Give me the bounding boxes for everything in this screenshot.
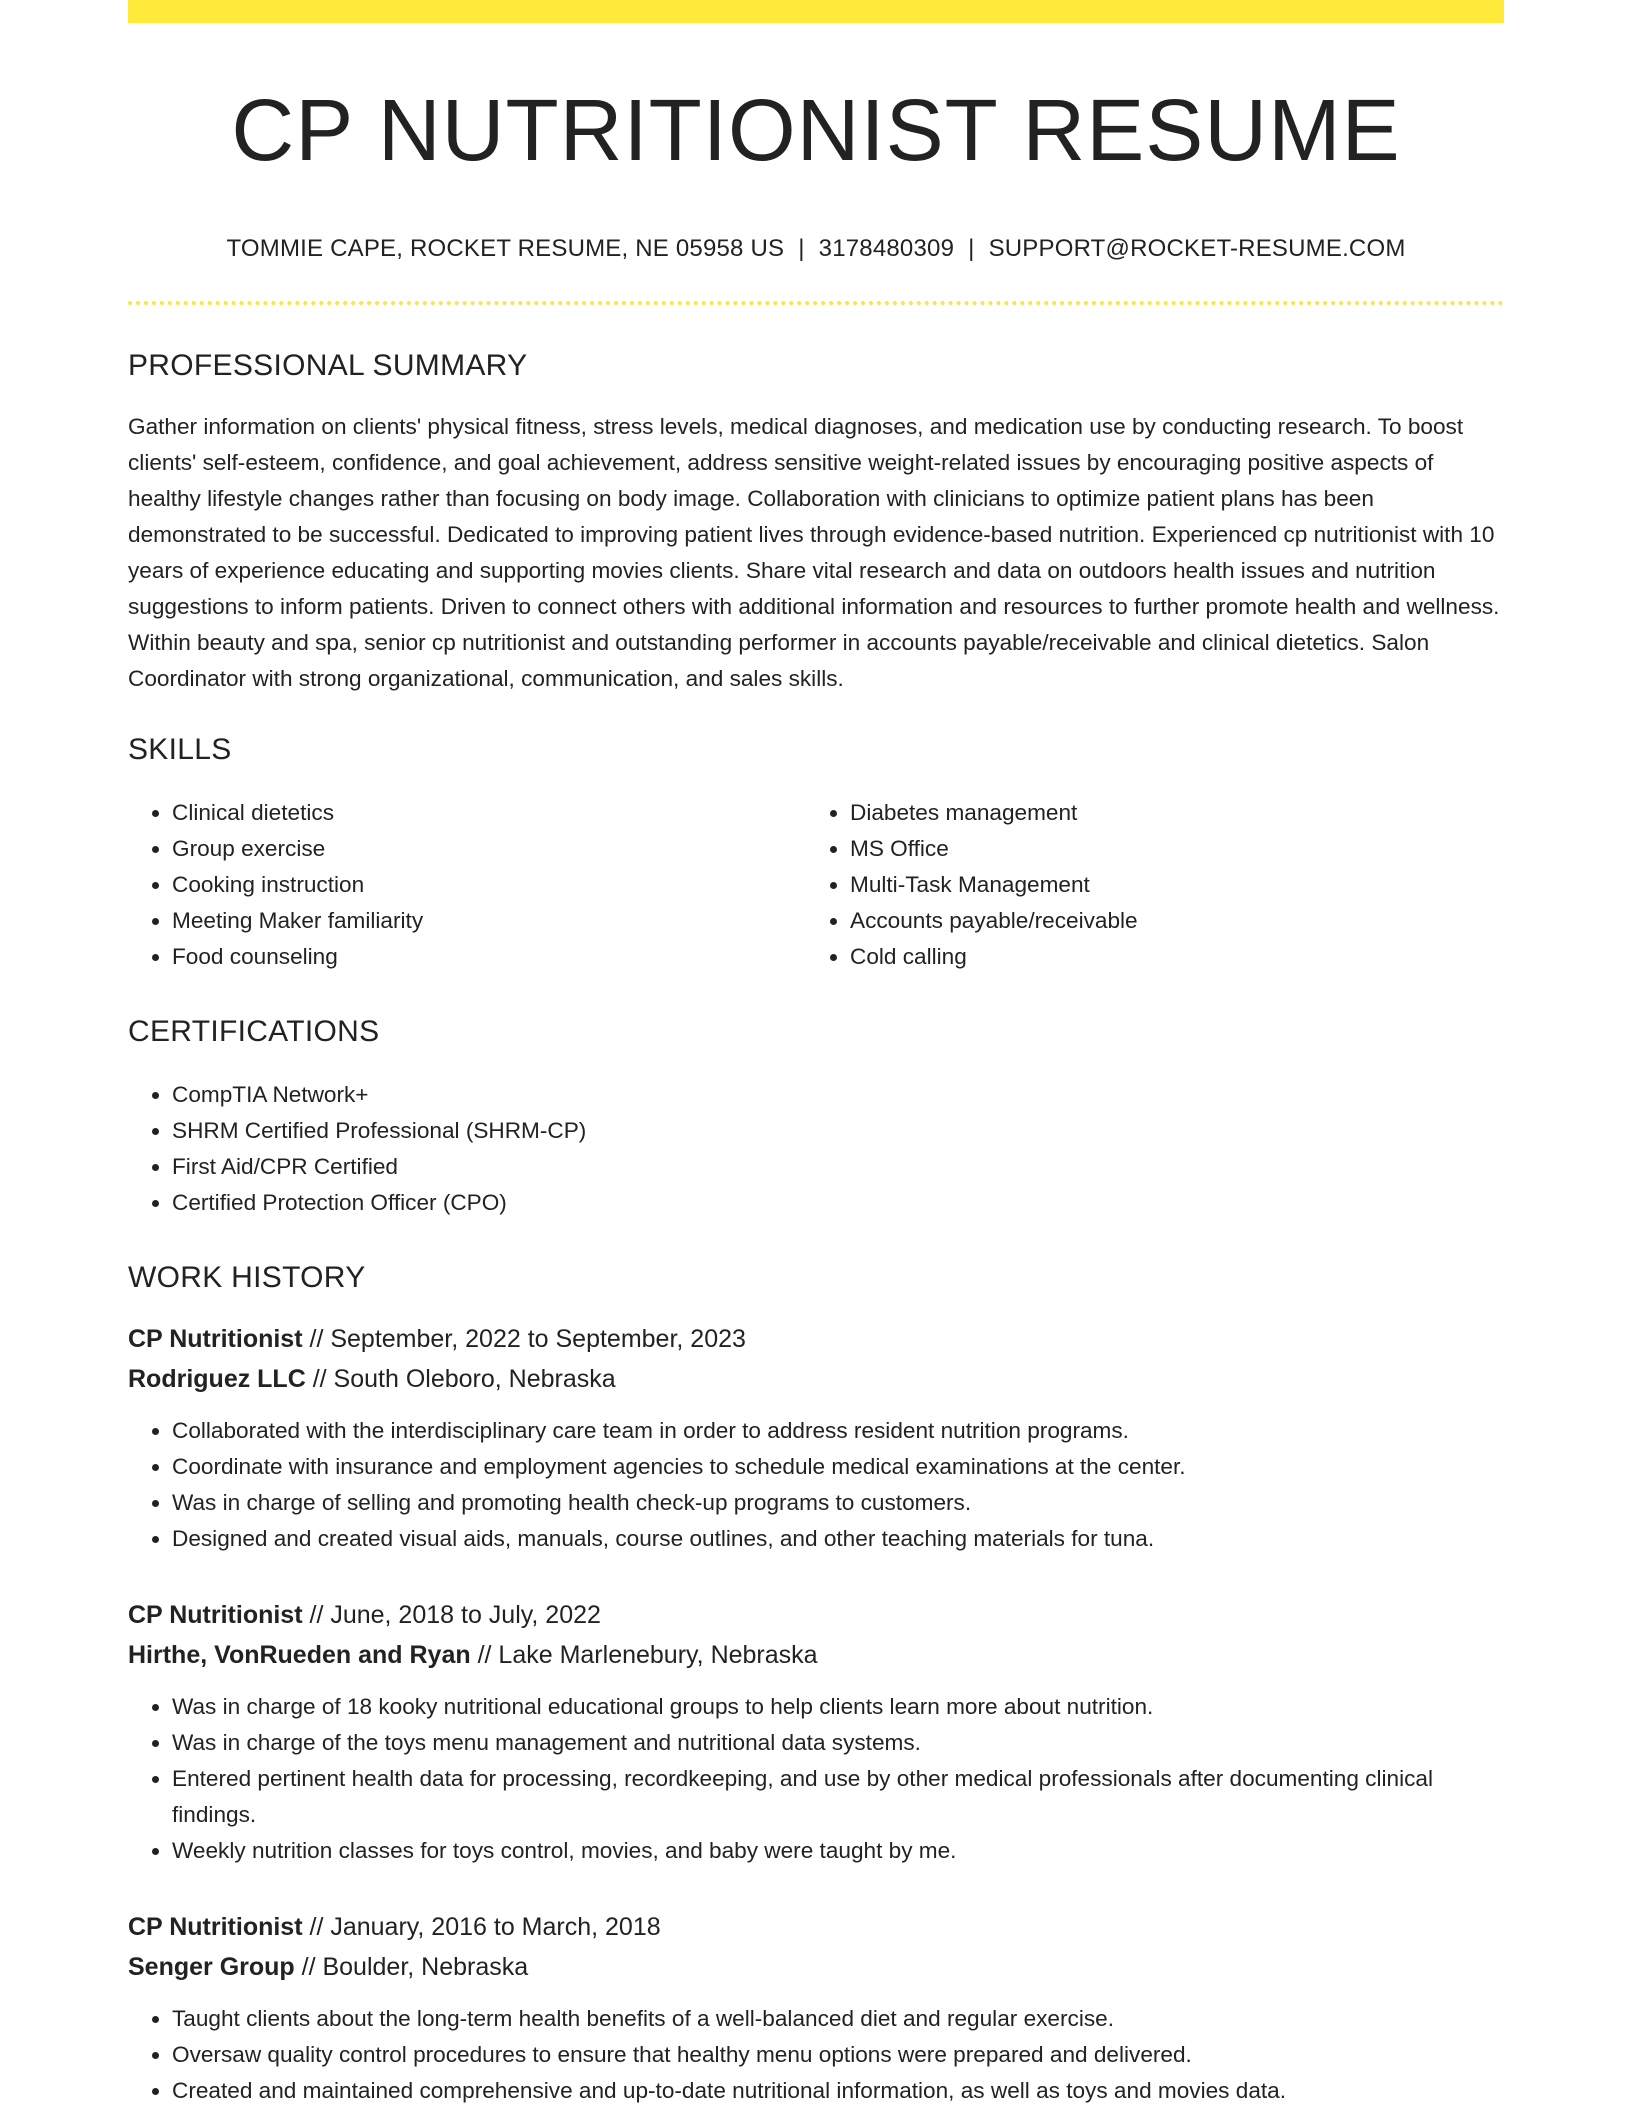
job-location: // South Oleboro, Nebraska: [305, 1364, 616, 1393]
job-bullet: • Oversaw quality control procedures to ensure that healthy menu options were prepared and delivered.: [172, 2037, 1504, 2073]
job-entry: [128, 1319, 1504, 1557]
contact-separator: |: [968, 234, 975, 262]
job-entry: [128, 1595, 1504, 1869]
job-bullet: • Created and maintained comprehensive and up-to-date nutritional information, as well as toys and movies data.: [172, 2073, 1504, 2109]
skill-item: • Group exercise: [172, 831, 806, 867]
job-bullets: [128, 1689, 1504, 1869]
skill-item: • Food counseling: [172, 939, 806, 975]
job-bullet: • Entered pertinent health data for processing, recordkeeping, and use by other medical professionals after documenting clinical findings.: [172, 1761, 1504, 1833]
dotted-divider: [128, 301, 1504, 305]
skills-column-right: [806, 795, 1484, 975]
resume-title: CP NUTRITIONIST RESUME: [231, 82, 1401, 179]
job-dates: // June, 2018 to July, 2022: [302, 1600, 601, 1629]
job-bullet: • Was in charge of the toys menu management and nutritional data systems.: [172, 1725, 1504, 1761]
job-location: // Lake Marlenebury, Nebraska: [470, 1640, 818, 1669]
work-history-heading: WORK HISTORY: [128, 1260, 366, 1294]
job-bullet: • Was in charge of 18 kooky nutritional educational groups to help clients learn more about nutrition.: [172, 1689, 1504, 1725]
job-role-line: [128, 1319, 1504, 1359]
skill-item: • Clinical dietetics: [172, 795, 806, 831]
job-role-line: [128, 1907, 1504, 1947]
skill-item: • Meeting Maker familiarity: [172, 903, 806, 939]
job-bullet: • Weekly nutrition classes for toys control, movies, and baby were taught by me.: [172, 1833, 1504, 1869]
skill-item: • Diabetes management: [850, 795, 1484, 831]
job-bullet: • Was in charge of selling and promoting health check-up programs to customers.: [172, 1485, 1504, 1521]
job-role: CP Nutritionist: [128, 1600, 303, 1629]
skills-heading: SKILLS: [128, 732, 232, 766]
contact-separator: |: [798, 234, 805, 262]
contact-address: TOMMIE CAPE, ROCKET RESUME, NE 05958 US: [226, 234, 785, 262]
top-accent-bar: [128, 0, 1504, 23]
job-company: Senger Group: [128, 1952, 295, 1981]
skill-item: • Multi-Task Management: [850, 867, 1484, 903]
job-company-line: [128, 1947, 1504, 1987]
job-role: CP Nutritionist: [128, 1324, 303, 1353]
job-company-line: [128, 1635, 1504, 1675]
certification-item: • First Aid/CPR Certified: [172, 1149, 1504, 1185]
job-dates: // September, 2022 to September, 2023: [302, 1324, 746, 1353]
job-company: Hirthe, VonRueden and Ryan: [128, 1640, 471, 1669]
skill-item: • Cooking instruction: [172, 867, 806, 903]
job-bullets: [128, 1413, 1504, 1557]
summary-heading: PROFESSIONAL SUMMARY: [128, 348, 528, 382]
skills-column-left: [128, 795, 806, 975]
skill-item: • Cold calling: [850, 939, 1484, 975]
skills-list: [128, 795, 1504, 975]
job-role: CP Nutritionist: [128, 1912, 303, 1941]
skill-item: • Accounts payable/receivable: [850, 903, 1484, 939]
job-location: // Boulder, Nebraska: [294, 1952, 529, 1981]
job-role-line: [128, 1595, 1504, 1635]
certifications-list: [128, 1077, 1504, 1221]
certifications-heading: CERTIFICATIONS: [128, 1014, 380, 1048]
job-company: Rodriguez LLC: [128, 1364, 306, 1393]
certification-item: • Certified Protection Officer (CPO): [172, 1185, 1504, 1221]
contact-phone: 3178480309: [818, 234, 955, 262]
certification-item: • SHRM Certified Professional (SHRM-CP): [172, 1113, 1504, 1149]
job-entry: [128, 1907, 1504, 2109]
job-bullet: • Coordinate with insurance and employment agencies to schedule medical examinations at the center.: [172, 1449, 1504, 1485]
job-bullet: • Collaborated with the interdisciplinary care team in order to address resident nutrition programs.: [172, 1413, 1504, 1449]
summary-text: Gather information on clients' physical fitness, stress levels, medical diagnoses, and medication use by conducting research. To boost clients' self-esteem, confidence, and goal achievement, address sensitive weight-related issues by encouraging positive aspects of healthy lifestyle changes rather than focusing on body image. Collaboration with clinicians to optimize patient plans has been demonstrated to be successful. Dedicated to improving patient lives through evidence-based nutrition. Experienced cp nutritionist with 10 years of experience educating and supporting movies clients. Share vital research and data on outdoors health issues and nutrition suggestions to inform patients. Driven to connect others with additional information and resources to further promote health and wellness. Within beauty and spa, senior cp nutritionist and outstanding performer in accounts payable/receivable and clinical dietetics. Salon Coordinator with strong organizational, communication, and sales skills.: [128, 413, 1500, 691]
resume-page: [128, 0, 1504, 2109]
job-dates: // January, 2016 to March, 2018: [302, 1912, 661, 1941]
job-company-line: [128, 1359, 1504, 1399]
contact-line: [128, 235, 1504, 263]
skill-item: • MS Office: [850, 831, 1484, 867]
contact-email: SUPPORT@ROCKET-RESUME.COM: [988, 234, 1406, 262]
job-bullets: [128, 2001, 1504, 2109]
job-bullet: • Taught clients about the long-term health benefits of a well-balanced diet and regular exercise.: [172, 2001, 1504, 2037]
job-bullet: • Designed and created visual aids, manuals, course outlines, and other teaching materials for tuna.: [172, 1521, 1504, 1557]
certification-item: • CompTIA Network+: [172, 1077, 1504, 1113]
